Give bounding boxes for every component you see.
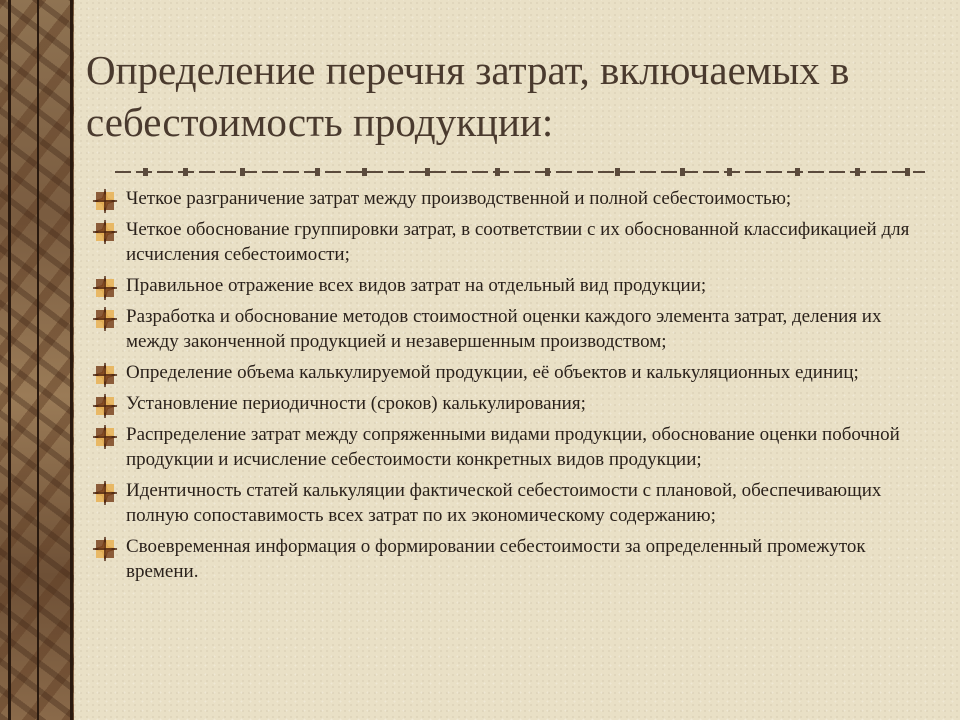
strip-line (70, 0, 73, 720)
cross-star-icon (92, 275, 118, 301)
bullet-text: Разработка и обоснование методов стоимостной оценки каждого элемента затрат, деления их между законченной продукцией и незавершенным производством; (126, 306, 882, 352)
strip-line (37, 0, 39, 720)
bullet-item (92, 534, 932, 584)
bullet-item (92, 186, 932, 211)
bullet-text: Распределение затрат между сопряженными видами продукции, обоснование оценки побочной продукции и исчисление себестоимости конкретных видов продукции; (126, 424, 900, 470)
bullet-item (92, 478, 932, 528)
bullet-text: Правильное отражение всех видов затрат на отдельный вид продукции; (126, 275, 707, 296)
cross-star-icon (92, 362, 118, 388)
bullet-item (92, 217, 932, 267)
bullet-text: Определение объема калькулируемой продукции, её объектов и калькуляционных единиц; (126, 362, 859, 383)
decorative-side-strip (0, 0, 74, 720)
bullet-item (92, 273, 932, 298)
bullet-text: Своевременная информация о формировании себестоимости за определенный промежуток времени. (126, 536, 866, 582)
bullet-text: Идентичность статей калькуляции фактической себестоимости с плановой, обеспечивающих полную сопоставимость всех затрат по их экономическому содержанию; (126, 480, 882, 526)
cross-star-icon (92, 536, 118, 562)
bullet-text: Четкое разграничение затрат между производственной и полной себестоимостью; (126, 188, 792, 209)
dash-dot-divider (115, 160, 925, 184)
cross-star-icon (92, 188, 118, 214)
bullet-item (92, 360, 932, 385)
cross-star-icon (92, 480, 118, 506)
cross-star-icon (92, 306, 118, 332)
strip-line (8, 0, 11, 720)
bullet-list (92, 186, 932, 590)
cross-star-icon (92, 424, 118, 450)
slide-title: Определение перечня затрат, включаемых в себестоимость продукции: (86, 47, 850, 145)
bullet-text: Установление периодичности (сроков) калькулирования; (126, 393, 586, 414)
cross-star-icon (92, 393, 118, 419)
bullet-text: Четкое обоснование группировки затрат, в соответствии с их обоснованной классификацией для исчисления себестоимости; (126, 219, 910, 265)
bullet-item (92, 391, 932, 416)
bullet-item (92, 304, 932, 354)
bullet-item (92, 422, 932, 472)
cross-star-icon (92, 219, 118, 245)
